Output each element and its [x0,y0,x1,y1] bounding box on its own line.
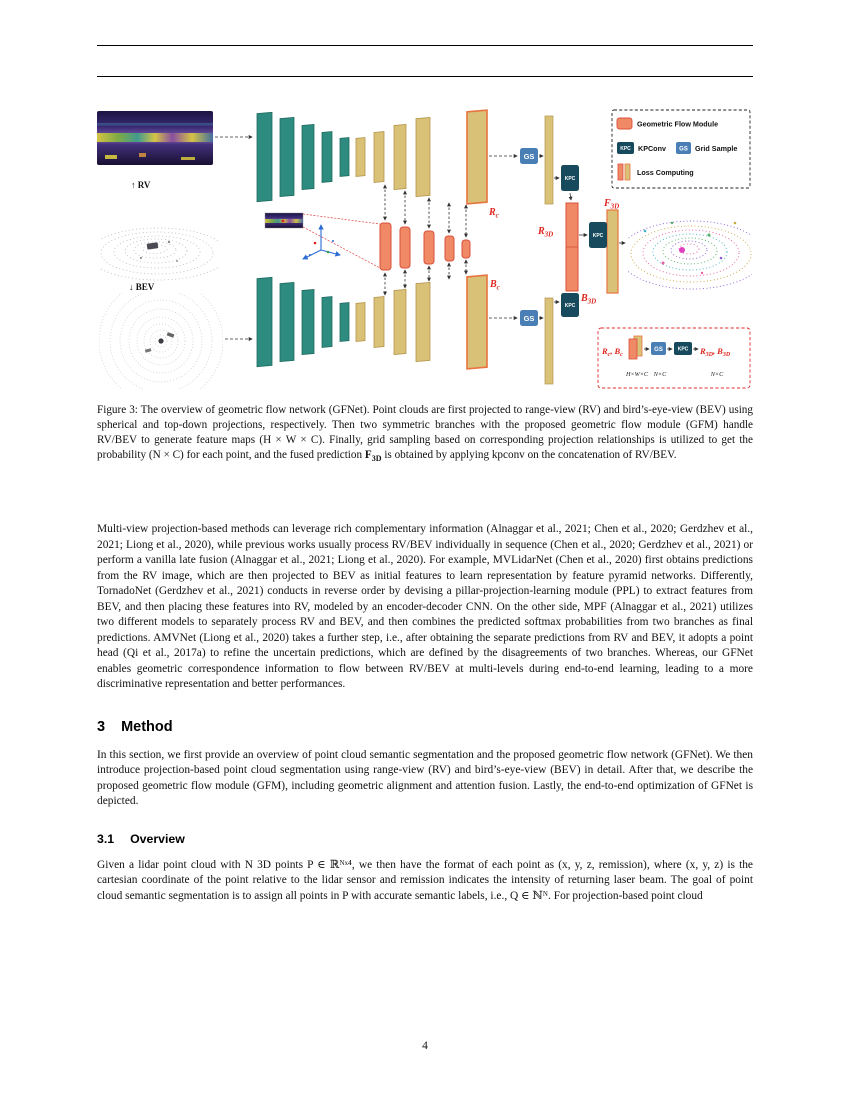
header-rule-top [97,45,753,46]
legend-loss-label: Loss Computing [637,168,694,177]
subsection-title: Overview [130,831,185,846]
b3d-label: $B_{3D}$ [581,293,597,306]
input-point-cloud-image [97,193,228,281]
caption-f3d-symbol: $F_{3D}$ [364,449,382,464]
page-content [97,103,753,904]
legend-loss-icon-tan [625,164,630,180]
bev-decoder-blocks [356,282,430,361]
gfm-blocks [380,223,470,270]
bev-encoder-blocks [257,277,349,366]
inset-gs-label: GS [654,347,663,353]
kpc-fuse-label: KPC [592,233,604,239]
legend-kpc-icon-label: KPC [620,146,631,152]
inset-kpc-label: KPC [677,346,689,353]
legend-kpconv-label: KPConv [638,144,666,153]
figure-3 [97,103,753,466]
subsection-overview-heading [97,832,753,846]
rv-projection-label: ↑ RV [131,180,151,190]
figure-legend [612,110,750,188]
header-rule-bottom [97,76,753,77]
birds-eye-view-image [99,279,223,393]
method-intro-paragraph: In this section, we first provide an overview of point cloud semantic segmentation and the proposed geometric flow network (GFNet). We then introduce projection-based point cloud segmentation using range-view (RV) and bird’s-eye-view (BEV) in detail. After that, we describe the proposed geometric flow module (GFM), including geometric alignment and attention fusion. Lastly, the end-to-end optimization of GFNet is depicted. [97,748,753,808]
overview-paragraph: Given a lidar point cloud with N 3D points P ∈ ℝᴺˣ⁴, we then have the format of each point as (x, y, z, remission), where (x, y, z) is the cartesian coordinate of the point relative to the lidar sensor and remission indicates the intensity of returning laser beam. The goal of point cloud semantic segmentation is to assign all points in P with accurate semantic labels, i.e., Q ∈ ℕᴺ. For projection-based point cloud [97,858,753,902]
section-title: Method [121,718,173,735]
gs-bottom-label: GS [523,314,535,323]
section-method-heading [97,719,753,735]
point-prediction-inset [598,328,750,388]
bev-projection-label: ↓ BEV [129,282,155,292]
figure-3-caption [97,403,753,466]
legend-gfm-icon [617,118,632,129]
bev-point-features-bar [545,298,553,384]
legend-loss-icon-orange [618,164,623,180]
dims-hwc-label: H×W×C [625,371,649,378]
page-number: 4 [422,1040,428,1052]
rc-label: $R_c$ [489,207,499,220]
related-work-paragraph: Multi-view projection-based methods can leverage rich complementary information (Alnaggar et al., 2021; Chen et al., 2020; Gerdzhev et al., 2021; Liong et al., 2020), while previous works usually process RV/BEV individually in sequence (Chen et al., 2020; Gerdzhev et al., 2021) or perform a vanilla late fusion (Alnaggar et al., 2021; Liong et al., 2020). For example, MVLidarNet (Chen et al., 2020) first obtains predictions from the RV image, which are then projected to BEV as initial features to learn representation by feature pyramid networks. Differently, TornadoNet (Gerdzhev et al., 2021) conducts in reverse order by devising a pillar-projection-learning module (PPL) to extract features from BEV, and then placing these features into RV, modeled by an encoder-decoder CNN. On the other side, MPF (Alnaggar et al., 2021) utilizes two different models to separately process RV and BEV, and then combines the predicted softmax probabilities from two branches as final predictions. AMVNet (Liong et al., 2020) takes a further step, i.e., after obtaining the separate predictions from RV and BEV, it adopts a point head (Qi et al., 2017a) to refine the uncertain predictions, which are defined by the disagreements of two branches. Whereas, our GFNet enables geometric correspondence information to flow between RV/BEV at multi-levels during end-to-end learning, leading to a more discriminative representation and better performances. [97,523,753,691]
kpc-bottom-label: KPC [564,303,576,309]
gfnet-architecture-diagram [97,103,753,393]
f3d-label: $F_{3D}$ [604,198,620,211]
subsection-number: 3.1 [97,831,115,846]
r3d-label: $R_{3D}$ [538,226,554,239]
rv-decoder-blocks [356,117,430,196]
bev-feature-output-block [467,275,487,369]
section-number: 3 [97,718,106,735]
kpc-top-label: KPC [564,176,576,182]
feature-labels [488,198,619,306]
legend-gs-icon-label: GS [679,146,688,153]
inset-feature-slab-orange [629,339,637,359]
rc-bc-label: $R_c$, $B_c$ [602,346,623,358]
coordinate-axes-icon [303,225,340,259]
f3d-prediction-bar [607,210,618,293]
gfm-detail-inset [265,213,380,268]
legend-grid-sample-label: Grid Sample [695,144,738,153]
grid-sample-boxes [520,148,538,326]
r3d-b3d-label: $R_{3D}$, $B_{3D}$ [700,346,731,358]
fused-prediction-point-cloud [619,198,753,298]
legend-gfm-label: Geometric Flow Module [637,119,719,129]
range-view-image [97,111,213,165]
caption-text-2: is obtained by applying kpconv on the concatenation of RV/BEV. [381,449,677,461]
caption-text-1: Figure 3: The overview of geometric flow network (GFNet). Point clouds are first projected to range-view (RV) and bird’s-eye-view (BEV) using spherical and top-down projections, respectively. Then two symmetric branches with the proposed geometric flow module (GFM) handle RV/BEV to generate feature maps (H × W × C). Finally, grid sampling based on corresponding projection relationships is utilized to get the probability (N × C) for each point, and the fused prediction [97,404,753,461]
bc-label: $B_c$ [490,279,500,292]
rv-point-features-bar [545,116,553,204]
gs-top-label: GS [523,152,535,161]
rv-feature-output-block [467,110,487,204]
rv-encoder-blocks [257,112,349,201]
dims-nc-label-1: N×C [653,371,667,378]
dims-nc-label-2: N×C [710,371,724,378]
